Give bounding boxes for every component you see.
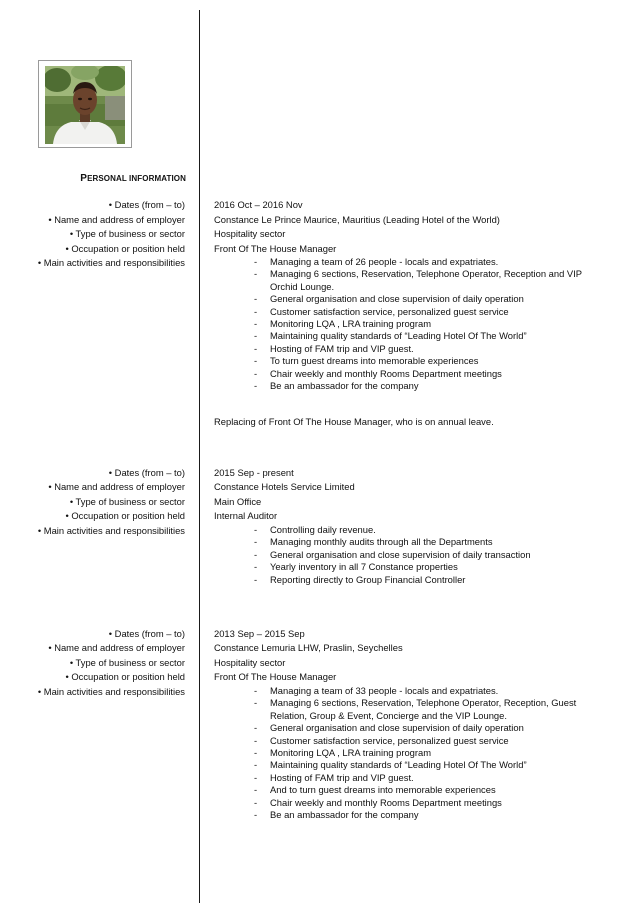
list-item: - Yearly inventory in all 7 Constance properties bbox=[254, 561, 458, 573]
job2-position-label: • Occupation or position held bbox=[65, 510, 185, 521]
job3-dates-label: • Dates (from – to) bbox=[108, 628, 185, 639]
list-item-continuation: Relation, Group & Event, Concierge and the VIP Lounge. bbox=[270, 709, 507, 721]
list-item: - Customer satisfaction service, personalized guest service bbox=[254, 305, 509, 317]
job2-dates: 2015 Sep - present bbox=[214, 467, 294, 478]
job1-note: Replacing of Front Of The House Manager, who is on annual leave. bbox=[214, 416, 494, 427]
job2-position: Internal Auditor bbox=[214, 510, 278, 521]
job3-activities-label: • Main activities and responsibilities bbox=[37, 686, 185, 697]
list-item: - Monitoring LQA , LRA training program bbox=[254, 747, 432, 759]
list-item: - Monitoring LQA , LRA training program bbox=[254, 318, 432, 330]
list-item: - Be an ambassador for the company bbox=[254, 380, 419, 392]
list-item: - Managing a team of 33 people - locals and expatriates. bbox=[254, 685, 499, 696]
list-item: - Hosting of FAM trip and VIP guest. bbox=[254, 342, 414, 354]
list-item: - And to turn guest dreams into memorable experiences bbox=[254, 784, 496, 796]
job1-activities-list bbox=[254, 256, 582, 392]
job3-employer-label: • Name and address of employer bbox=[48, 642, 185, 653]
job3-employer: Constance Lemuria LHW, Praslin, Seychelles bbox=[214, 642, 403, 653]
list-item: - Customer satisfaction service, personalized guest service bbox=[254, 734, 509, 746]
job2-activities-label: • Main activities and responsibilities bbox=[37, 525, 185, 536]
list-item: - General organisation and close supervision of daily operation bbox=[254, 293, 524, 305]
job2-activities-list bbox=[254, 524, 531, 586]
list-item: - Managing 6 sections, Reservation, Telephone Operator, Reception, Guest bbox=[254, 697, 577, 709]
job2-dates-label: • Dates (from – to) bbox=[108, 467, 185, 478]
job1-employer: Constance Le Prince Maurice, Mauritius (Leading Hotel of the World) bbox=[214, 214, 500, 225]
section-title-personal-information: PERSONAL INFORMATION bbox=[80, 173, 186, 184]
job2-employer: Constance Hotels Service Limited bbox=[214, 481, 355, 492]
job1-sector-label: • Type of business or sector bbox=[69, 228, 185, 239]
list-item: - Managing monthly audits through all the Departments bbox=[254, 536, 493, 548]
list-item: - Managing a team of 26 people - locals and expatriates. bbox=[254, 256, 499, 267]
list-item: - General organisation and close supervision of daily transaction bbox=[254, 548, 531, 560]
list-item: - Reporting directly to Group Financial Controller bbox=[254, 573, 466, 585]
job1-activities-label: • Main activities and responsibilities bbox=[37, 257, 185, 268]
job1-position: Front Of The House Manager bbox=[214, 243, 337, 254]
profile-photo-frame bbox=[38, 60, 132, 148]
job3-position-label: • Occupation or position held bbox=[65, 671, 185, 682]
job1-sector: Hospitality sector bbox=[214, 228, 286, 239]
job1-dates: 2016 Oct – 2016 Nov bbox=[214, 199, 303, 210]
list-item: - Be an ambassador for the company bbox=[254, 809, 419, 821]
job1-employer-label: • Name and address of employer bbox=[48, 214, 185, 225]
job3-dates: 2013 Sep – 2015 Sep bbox=[214, 628, 305, 639]
job1-dates-label: • Dates (from – to) bbox=[108, 199, 185, 210]
job3-position: Front Of The House Manager bbox=[214, 671, 337, 682]
list-item: - Maintaining quality standards of “Leading Hotel Of The World” bbox=[254, 759, 527, 771]
list-item: - General organisation and close supervision of daily operation bbox=[254, 722, 524, 734]
list-item: - Chair weekly and monthly Rooms Department meetings bbox=[254, 796, 502, 808]
list-item: - Controlling daily revenue. bbox=[254, 524, 376, 535]
list-item: - Maintaining quality standards of “Leading Hotel Of The World” bbox=[254, 330, 527, 342]
list-item-continuation: Orchid Lounge. bbox=[270, 280, 335, 292]
job2-sector-label: • Type of business or sector bbox=[69, 496, 185, 507]
job3-activities-list bbox=[254, 685, 576, 821]
list-item: - Hosting of FAM trip and VIP guest. bbox=[254, 771, 414, 783]
list-item: - Managing 6 sections, Reservation, Telephone Operator, Reception and VIP bbox=[254, 268, 582, 280]
list-item: - Chair weekly and monthly Rooms Department meetings bbox=[254, 367, 502, 379]
profile-photo bbox=[45, 66, 125, 144]
column-divider bbox=[199, 10, 200, 903]
list-item: - To turn guest dreams into memorable experiences bbox=[254, 355, 479, 367]
job3-sector-label: • Type of business or sector bbox=[69, 657, 185, 668]
job3-sector: Hospitality sector bbox=[214, 657, 286, 668]
job2-sector: Main Office bbox=[214, 496, 262, 507]
job1-position-label: • Occupation or position held bbox=[65, 243, 185, 254]
job2-employer-label: • Name and address of employer bbox=[48, 481, 185, 492]
